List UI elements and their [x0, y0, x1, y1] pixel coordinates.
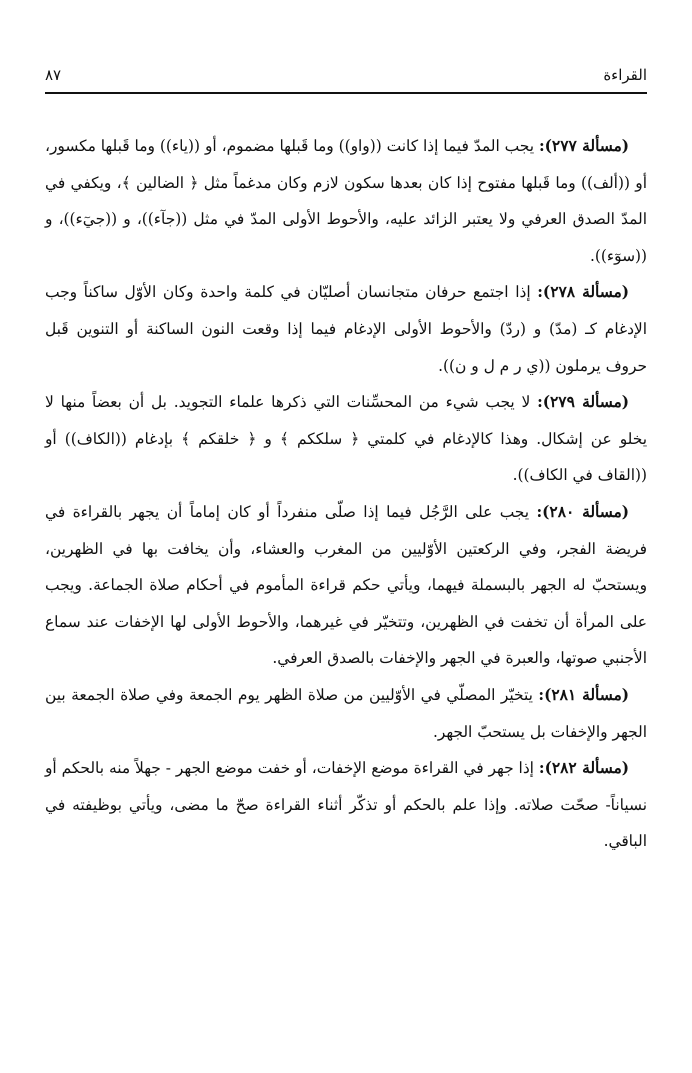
- issue-label: (مسألة ٢٨٢):: [538, 759, 630, 778]
- page-number: ٨٧: [45, 66, 62, 84]
- paragraph-issue-281: [45, 677, 647, 750]
- paragraph-text: يجب المدّ فيما إذا كانت ((واو)) وما قَبلها مضموم، أو ((ياء)) وما قَبلها مكسور، أو ((ألف)) وما قَبلها مفتوح إذا كان بعدها سكون لازم وكان مدغماً مثل ﴿ الضالين ﴾، ويكفي في المدّ الصدق العرفي ولا يعتبر الزائد عليه، والأحوط الأولى المدّ في مثل ((جآء))، و ((جيٓء))، و ((سوٓء)).: [45, 137, 647, 265]
- paragraph-text: إذا جهر في القراءة موضع الإخفات، أو خفت موضع الجهر - جهلاً منه بالحكم أو نسياناً- صحّت صلاته. وإذا علم بالحكم أو تذكّر أثناء القراءة صحّ ما مضى، ويأتي بوظيفته في الباقي.: [45, 759, 647, 851]
- running-title: القراءة: [603, 66, 647, 84]
- paragraph-issue-282: [45, 750, 647, 860]
- paragraph-issue-277: [45, 128, 647, 274]
- paragraph-issue-279: [45, 384, 647, 494]
- issue-label: (مسألة ٢٨١):: [538, 685, 629, 704]
- paragraph-issue-280: [45, 494, 647, 677]
- paragraph-text: إذا اجتمع حرفان متجانسان أصليّان في كلمة واحدة وكان الأوّل ساكناً وجب الإدغام كـ (مدّ) و (ردّ) والأحوط الأولى الإدغام فيما إذا وقعت النون الساكنة أو التنوين قَبل حروف يرملون ((ي ر م ل و ن)).: [45, 283, 647, 375]
- page-header: [45, 60, 647, 94]
- issue-label: (مسألة ٢٧٨):: [537, 283, 629, 302]
- paragraph-text: يجب على الرَّجُل فيما إذا صلّى منفرداً أو كان إماماً أن يجهر بالقراءة في فريضة الفجر، وفي الركعتين الأوّليين من المغرب والعشاء، وأن يخافت بها في الظهرين، ويستحبّ له الجهر بالبسملة فيهما، ويأتي حكم قراءة المأموم في أحكام صلاة الجماعة. ويجب على المرأة أن تخفت في الظهرين، وتتخيّر في غيرهما، والأحوط الأولى لها الإخفات عند سماع الأجنبي صوتها، والعبرة في الجهر والإخفات بالصدق العرفي.: [45, 502, 647, 668]
- paragraph-text: لا يجب شيء من المحسِّنات التي ذكرها علماء التجويد. بل أن بعضاً منها لا يخلو عن إشكال. وهذا كالإدغام في كلمتي ﴿ سلككم ﴾ و ﴿ خلقكم ﴾ بإدغام ((الكاف)) أو ((القاف في الكاف)).: [45, 393, 647, 485]
- paragraph-text: يتخيّر المصلّي في الأوّليين من صلاة الظهر يوم الجمعة وفي صلاة الجمعة بين الجهر والإخفات بل يستحبّ الجهر.: [45, 685, 647, 741]
- page-body: [45, 128, 647, 860]
- issue-label: (مسألة ٢٧٧):: [538, 137, 630, 155]
- issue-label: (مسألة ٢٨٠):: [536, 502, 630, 521]
- paragraph-issue-278: [45, 274, 647, 384]
- issue-label: (مسألة ٢٧٩):: [537, 393, 629, 412]
